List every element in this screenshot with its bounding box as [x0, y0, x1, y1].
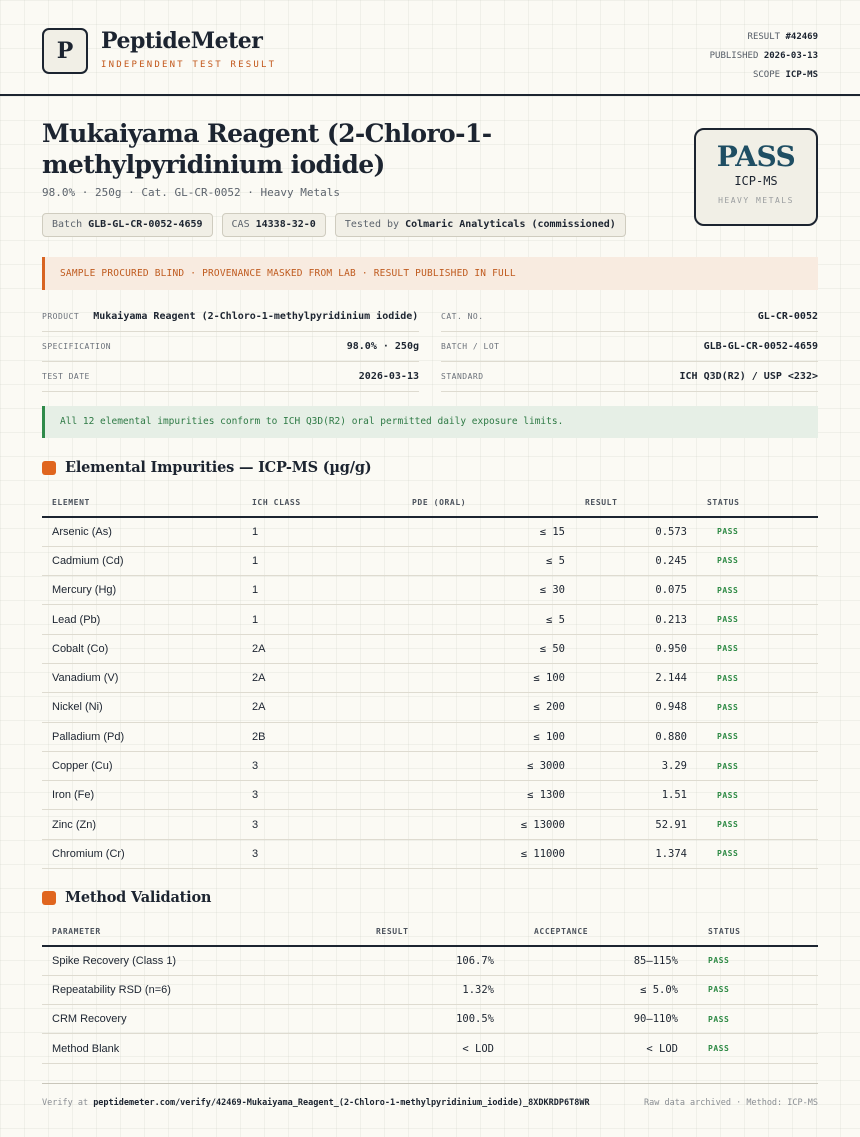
ich-class-cell: 3	[242, 751, 402, 780]
published-date: PUBLISHED 2026-03-13	[709, 51, 818, 61]
info-test-date: TEST DATE 2026-03-13	[42, 362, 419, 392]
table-row	[42, 751, 818, 780]
col-status: STATUS	[697, 488, 818, 517]
acceptance-cell: 85–115%	[504, 946, 688, 975]
product-title: Mukaiyama Reagent (2-Chloro-1-methylpyridinium iodide)	[42, 119, 492, 179]
info-cat-no: CAT. NO. GL-CR-0052	[441, 302, 818, 332]
pde-cell: ≤ 5	[402, 605, 575, 634]
info-product: PRODUCT Mukaiyama Reagent (2-Chloro-1-methylpyridinium iodide)	[42, 302, 419, 332]
ich-class-cell: 2B	[242, 722, 402, 751]
pass-word: PASS	[716, 140, 796, 173]
pde-cell: ≤ 5	[402, 546, 575, 575]
table-row	[42, 546, 818, 575]
table-row	[42, 839, 818, 868]
scope: SCOPE ICP-MS	[752, 70, 818, 80]
status-badge: PASS	[697, 663, 818, 692]
ich-class-cell: 2A	[242, 693, 402, 722]
info-specification: SPECIFICATION 98.0% · 250g	[42, 332, 419, 362]
pde-cell: ≤ 1300	[402, 781, 575, 810]
page-footer	[42, 1083, 818, 1108]
ich-class-cell: 2A	[242, 634, 402, 663]
validation-heading	[42, 889, 211, 906]
pass-badge	[694, 128, 818, 226]
status-badge: PASS	[697, 517, 818, 546]
col-element: ELEMENT	[42, 488, 242, 517]
status-badge: PASS	[697, 751, 818, 780]
verify-text: Verify at peptidemeter.com/verify/42469-Mukaiyama_Reagent_(2-Chloro-1-methylpyridinium_iodide)_8XDKRDP6T8WR	[42, 1098, 590, 1108]
validation-table	[42, 917, 818, 1064]
verify-link[interactable]: peptidemeter.com/verify/42469-Mukaiyama_Reagent_(2-Chloro-1-methylpyridinium_iodide)_8XDKRDP6T8WR	[93, 1098, 590, 1108]
conformance-banner: All 12 elemental impurities conform to ICH Q3D(R2) oral permitted daily exposure limits.	[42, 406, 818, 438]
acceptance-cell: ≤ 5.0%	[504, 975, 688, 1004]
brand-name: PeptideMeter	[101, 28, 263, 54]
product-chips	[42, 213, 626, 237]
col-acceptance: ACCEPTANCE	[504, 917, 688, 946]
parameter-cell: Method Blank	[42, 1034, 312, 1063]
logo	[42, 28, 88, 74]
status-badge: PASS	[697, 546, 818, 575]
val-result-cell: < LOD	[312, 1034, 504, 1063]
status-badge: PASS	[697, 634, 818, 663]
table-row	[42, 975, 818, 1004]
table-row	[42, 1005, 818, 1034]
result-cell: 0.573	[575, 517, 697, 546]
col-ich-class: ICH CLASS	[242, 488, 402, 517]
status-badge: PASS	[697, 810, 818, 839]
result-cell: 1.51	[575, 781, 697, 810]
table-row	[42, 781, 818, 810]
table-row	[42, 722, 818, 751]
brand-subtitle: INDEPENDENT TEST RESULT	[101, 60, 277, 70]
ich-class-cell: 3	[242, 781, 402, 810]
result-cell: 1.374	[575, 839, 697, 868]
table-row	[42, 663, 818, 692]
element-cell: Iron (Fe)	[42, 781, 242, 810]
logo-letter: P	[56, 38, 74, 64]
val-result-cell: 1.32%	[312, 975, 504, 1004]
element-cell: Cobalt (Co)	[42, 634, 242, 663]
result-cell: 3.29	[575, 751, 697, 780]
validation-title: Method Validation	[65, 889, 212, 906]
result-cell: 0.948	[575, 693, 697, 722]
parameter-cell: Spike Recovery (Class 1)	[42, 946, 312, 975]
ich-class-cell: 1	[242, 517, 402, 546]
element-cell: Chromium (Cr)	[42, 839, 242, 868]
status-badge: PASS	[697, 693, 818, 722]
table-row	[42, 517, 818, 546]
info-batch-lot: BATCH / LOT GLB-GL-CR-0052-4659	[441, 332, 818, 362]
section-marker-icon	[42, 891, 56, 905]
col-val-status: STATUS	[688, 917, 818, 946]
val-result-cell: 100.5%	[312, 1005, 504, 1034]
batch-chip: Batch GLB-GL-CR-0052-4659	[42, 213, 213, 237]
result-meta	[710, 28, 818, 85]
status-badge: PASS	[688, 946, 818, 975]
info-standard: STANDARD ICH Q3D(R2) / USP <232>	[441, 362, 818, 392]
acceptance-cell: 90–110%	[504, 1005, 688, 1034]
element-cell: Arsenic (As)	[42, 517, 242, 546]
element-cell: Lead (Pb)	[42, 605, 242, 634]
result-cell: 2.144	[575, 663, 697, 692]
pde-cell: ≤ 100	[402, 722, 575, 751]
table-row	[42, 946, 818, 975]
ich-class-cell: 1	[242, 605, 402, 634]
table-row	[42, 605, 818, 634]
acceptance-cell: < LOD	[504, 1034, 688, 1063]
result-cell: 0.950	[575, 634, 697, 663]
element-cell: Palladium (Pd)	[42, 722, 242, 751]
result-cell: 52.91	[575, 810, 697, 839]
impurities-table	[42, 488, 818, 869]
status-badge: PASS	[697, 839, 818, 868]
ich-class-cell: 1	[242, 576, 402, 605]
element-cell: Zinc (Zn)	[42, 810, 242, 839]
element-cell: Nickel (Ni)	[42, 693, 242, 722]
pass-scope: HEAVY METALS	[718, 196, 794, 205]
ich-class-cell: 3	[242, 839, 402, 868]
provenance-banner: SAMPLE PROCURED BLIND · PROVENANCE MASKED FROM LAB · RESULT PUBLISHED IN FULL	[42, 257, 818, 290]
ich-class-cell: 2A	[242, 663, 402, 692]
page-header	[0, 0, 860, 96]
status-badge: PASS	[697, 722, 818, 751]
pde-cell: ≤ 15	[402, 517, 575, 546]
status-badge: PASS	[697, 781, 818, 810]
ich-class-cell: 3	[242, 810, 402, 839]
val-result-cell: 106.7%	[312, 946, 504, 975]
cas-chip: CAS 14338-32-0	[222, 213, 326, 237]
table-row	[42, 1034, 818, 1063]
pde-cell: ≤ 50	[402, 634, 575, 663]
table-row	[42, 576, 818, 605]
pde-cell: ≤ 100	[402, 663, 575, 692]
status-badge: PASS	[688, 1005, 818, 1034]
status-badge: PASS	[697, 605, 818, 634]
pde-cell: ≤ 13000	[402, 810, 575, 839]
col-result: RESULT	[575, 488, 697, 517]
status-badge: PASS	[697, 576, 818, 605]
parameter-cell: CRM Recovery	[42, 1005, 312, 1034]
impurities-heading	[42, 459, 371, 476]
element-cell: Copper (Cu)	[42, 751, 242, 780]
element-cell: Vanadium (V)	[42, 663, 242, 692]
col-val-result: RESULT	[312, 917, 504, 946]
table-row	[42, 693, 818, 722]
element-cell: Cadmium (Cd)	[42, 546, 242, 575]
result-cell: 0.075	[575, 576, 697, 605]
result-cell: 0.245	[575, 546, 697, 575]
archive-note: Raw data archived · Method: ICP-MS	[644, 1098, 818, 1108]
col-parameter: PARAMETER	[42, 917, 312, 946]
result-number: RESULT #42469	[747, 32, 818, 42]
pde-cell: ≤ 200	[402, 693, 575, 722]
validation-header-row	[42, 917, 818, 946]
table-row	[42, 810, 818, 839]
table-row	[42, 634, 818, 663]
impurities-header-row	[42, 488, 818, 517]
pde-cell: ≤ 30	[402, 576, 575, 605]
status-badge: PASS	[688, 975, 818, 1004]
result-cell: 0.213	[575, 605, 697, 634]
product-subtitle: 98.0% · 250g · Cat. GL-CR-0052 · Heavy Metals	[42, 186, 341, 199]
pass-method: ICP-MS	[734, 174, 778, 188]
ich-class-cell: 1	[242, 546, 402, 575]
tested-by-chip: Tested by Colmaric Analyticals (commissioned)	[335, 213, 626, 237]
impurities-title: Elemental Impurities — ICP-MS (µg/g)	[65, 459, 372, 476]
pde-cell: ≤ 11000	[402, 839, 575, 868]
parameter-cell: Repeatability RSD (n=6)	[42, 975, 312, 1004]
section-marker-icon	[42, 461, 56, 475]
result-cell: 0.880	[575, 722, 697, 751]
col-pde: PDE (ORAL)	[402, 488, 575, 517]
status-badge: PASS	[688, 1034, 818, 1063]
pde-cell: ≤ 3000	[402, 751, 575, 780]
element-cell: Mercury (Hg)	[42, 576, 242, 605]
